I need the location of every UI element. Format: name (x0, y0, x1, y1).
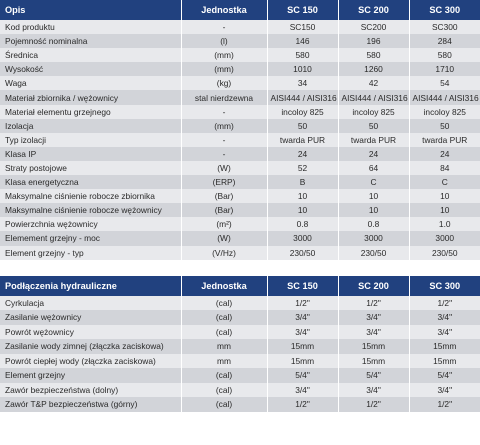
header-connections: Podłączenia hydrauliczne (0, 276, 181, 296)
row-unit: (kg) (181, 76, 267, 90)
cell-sc150: B (267, 175, 338, 189)
table-row (0, 119, 480, 133)
cell-sc150: 1/2" (267, 296, 338, 311)
row-unit: mm (181, 354, 267, 369)
cell-sc150: 230/50 (267, 246, 338, 260)
header-sc150: SC 150 (267, 276, 338, 296)
cell-sc200: 15mm (338, 354, 409, 369)
row-unit: (Bar) (181, 203, 267, 217)
cell-sc200: AISI444 / AISI316 (338, 90, 409, 104)
row-label: Izolacja (0, 119, 181, 133)
row-label: Powierzchnia wężownicy (0, 217, 181, 231)
table-row (0, 231, 480, 245)
cell-sc150: 10 (267, 189, 338, 203)
cell-sc200: 3/4" (338, 383, 409, 398)
row-label: Pojemność nominalna (0, 34, 181, 48)
cell-sc300: SC300 (409, 20, 480, 34)
row-label: Powrót ciepłej wody (złączka zaciskowa) (0, 354, 181, 369)
cell-sc300: 15mm (409, 354, 480, 369)
table-row (0, 133, 480, 147)
cell-sc300: 3/4" (409, 310, 480, 325)
specification-table-body (0, 20, 480, 260)
row-label: Straty postojowe (0, 161, 181, 175)
row-label: Element grzejny - typ (0, 246, 181, 260)
table-row (0, 34, 480, 48)
cell-sc150: 50 (267, 119, 338, 133)
table-row (0, 310, 480, 325)
cell-sc150: incoloy 825 (267, 105, 338, 119)
table-row (0, 62, 480, 76)
row-unit: (Bar) (181, 189, 267, 203)
row-label: Klasa energetyczna (0, 175, 181, 189)
row-label: Waga (0, 76, 181, 90)
cell-sc150: 3/4" (267, 310, 338, 325)
cell-sc300: 3000 (409, 231, 480, 245)
table-row (0, 20, 480, 34)
cell-sc150: 3000 (267, 231, 338, 245)
row-unit: (m²) (181, 217, 267, 231)
table-header-row (0, 276, 480, 296)
cell-sc150: 15mm (267, 339, 338, 354)
row-unit: (mm) (181, 48, 267, 62)
table-row (0, 354, 480, 369)
row-label: Wysokość (0, 62, 181, 76)
cell-sc300: 580 (409, 48, 480, 62)
cell-sc300: 10 (409, 189, 480, 203)
cell-sc200: 1260 (338, 62, 409, 76)
row-unit: mm (181, 339, 267, 354)
table-row (0, 339, 480, 354)
cell-sc300: 1/2" (409, 296, 480, 311)
row-label: Klasa IP (0, 147, 181, 161)
row-label: Maksymalne ciśnienie robocze wężownicy (0, 203, 181, 217)
cell-sc150: 3/4" (267, 325, 338, 340)
row-unit: - (181, 105, 267, 119)
row-unit: (l) (181, 34, 267, 48)
row-unit: (cal) (181, 397, 267, 412)
cell-sc150: 0.8 (267, 217, 338, 231)
cell-sc200: 1/2" (338, 397, 409, 412)
header-unit: Jednostka (181, 276, 267, 296)
cell-sc150: twarda PUR (267, 133, 338, 147)
cell-sc150: 15mm (267, 354, 338, 369)
row-unit: (cal) (181, 368, 267, 383)
row-unit: (W) (181, 231, 267, 245)
cell-sc300: 84 (409, 161, 480, 175)
row-unit: (cal) (181, 325, 267, 340)
table-row (0, 175, 480, 189)
cell-sc200: 230/50 (338, 246, 409, 260)
row-unit: (cal) (181, 310, 267, 325)
row-label: Średnica (0, 48, 181, 62)
table-row (0, 383, 480, 398)
cell-sc200: 3000 (338, 231, 409, 245)
table-row (0, 296, 480, 311)
row-label: Materiał zbiornika / wężownicy (0, 90, 181, 104)
row-unit: - (181, 20, 267, 34)
cell-sc150: 580 (267, 48, 338, 62)
cell-sc200: 1/2" (338, 296, 409, 311)
row-unit: (W) (181, 161, 267, 175)
table-row (0, 147, 480, 161)
row-unit: (cal) (181, 383, 267, 398)
cell-sc300: 10 (409, 203, 480, 217)
cell-sc200: 10 (338, 189, 409, 203)
table-row (0, 161, 480, 175)
row-unit: (mm) (181, 62, 267, 76)
row-label: Element grzejny (0, 368, 181, 383)
cell-sc300: C (409, 175, 480, 189)
table-row (0, 76, 480, 90)
row-unit: - (181, 133, 267, 147)
row-unit: - (181, 147, 267, 161)
table-row (0, 397, 480, 412)
cell-sc300: 54 (409, 76, 480, 90)
cell-sc200: 580 (338, 48, 409, 62)
cell-sc150: 10 (267, 203, 338, 217)
row-label: Powrót wężownicy (0, 325, 181, 340)
cell-sc300: 1710 (409, 62, 480, 76)
cell-sc200: 15mm (338, 339, 409, 354)
table-row (0, 48, 480, 62)
table-row (0, 203, 480, 217)
cell-sc150: 52 (267, 161, 338, 175)
row-unit: (cal) (181, 296, 267, 311)
table-row (0, 246, 480, 260)
cell-sc300: AISI444 / AISI316 (409, 90, 480, 104)
header-sc300: SC 300 (409, 276, 480, 296)
row-unit: (mm) (181, 119, 267, 133)
cell-sc200: 196 (338, 34, 409, 48)
cell-sc150: 1010 (267, 62, 338, 76)
header-unit: Jednostka (181, 0, 267, 20)
row-label: Elemement grzejny - moc (0, 231, 181, 245)
row-label: Zasilanie wody zimnej (złączka zaciskowa) (0, 339, 181, 354)
cell-sc150: 34 (267, 76, 338, 90)
row-label: Kod produktu (0, 20, 181, 34)
cell-sc150: AISI444 / AISI316 (267, 90, 338, 104)
cell-sc300: twarda PUR (409, 133, 480, 147)
table-row (0, 217, 480, 231)
table-row (0, 189, 480, 203)
cell-sc200: 50 (338, 119, 409, 133)
row-label: Zawór T&P bezpieczeństwa (górny) (0, 397, 181, 412)
cell-sc300: 24 (409, 147, 480, 161)
table-row (0, 105, 480, 119)
cell-sc300: 1/2" (409, 397, 480, 412)
cell-sc200: 64 (338, 161, 409, 175)
cell-sc150: 1/2" (267, 397, 338, 412)
cell-sc300: 3/4" (409, 325, 480, 340)
cell-sc200: 24 (338, 147, 409, 161)
cell-sc150: 24 (267, 147, 338, 161)
table-row (0, 368, 480, 383)
row-label: Cyrkulacja (0, 296, 181, 311)
cell-sc300: 15mm (409, 339, 480, 354)
cell-sc200: 10 (338, 203, 409, 217)
cell-sc150: SC150 (267, 20, 338, 34)
header-sc200: SC 200 (338, 0, 409, 20)
header-sc200: SC 200 (338, 276, 409, 296)
cell-sc200: 42 (338, 76, 409, 90)
cell-sc300: 3/4" (409, 383, 480, 398)
cell-sc300: 230/50 (409, 246, 480, 260)
row-label: Zasilanie wężownicy (0, 310, 181, 325)
table-row (0, 90, 480, 104)
cell-sc200: twarda PUR (338, 133, 409, 147)
cell-sc300: incoloy 825 (409, 105, 480, 119)
cell-sc200: incoloy 825 (338, 105, 409, 119)
row-unit: (V/Hz) (181, 246, 267, 260)
row-label: Typ izolacji (0, 133, 181, 147)
row-label: Zawór bezpieczeństwa (dolny) (0, 383, 181, 398)
cell-sc150: 146 (267, 34, 338, 48)
cell-sc150: 5/4" (267, 368, 338, 383)
row-label: Materiał elementu grzejnego (0, 105, 181, 119)
row-label: Maksymalne ciśnienie robocze zbiornika (0, 189, 181, 203)
cell-sc300: 50 (409, 119, 480, 133)
cell-sc200: 5/4" (338, 368, 409, 383)
cell-sc200: 0.8 (338, 217, 409, 231)
table-header-row (0, 0, 480, 20)
cell-sc300: 284 (409, 34, 480, 48)
header-sc300: SC 300 (409, 0, 480, 20)
cell-sc200: 3/4" (338, 310, 409, 325)
cell-sc200: SC200 (338, 20, 409, 34)
table-spacer (0, 260, 480, 276)
row-unit: stal nierdzewna (181, 90, 267, 104)
cell-sc300: 5/4" (409, 368, 480, 383)
hydraulic-connections-table-body (0, 296, 480, 412)
table-row (0, 325, 480, 340)
cell-sc200: 3/4" (338, 325, 409, 340)
header-sc150: SC 150 (267, 0, 338, 20)
cell-sc150: 3/4" (267, 383, 338, 398)
row-unit: (ERP) (181, 175, 267, 189)
cell-sc200: C (338, 175, 409, 189)
header-description: Opis (0, 0, 181, 20)
cell-sc300: 1.0 (409, 217, 480, 231)
hydraulic-connections-table (0, 276, 480, 412)
